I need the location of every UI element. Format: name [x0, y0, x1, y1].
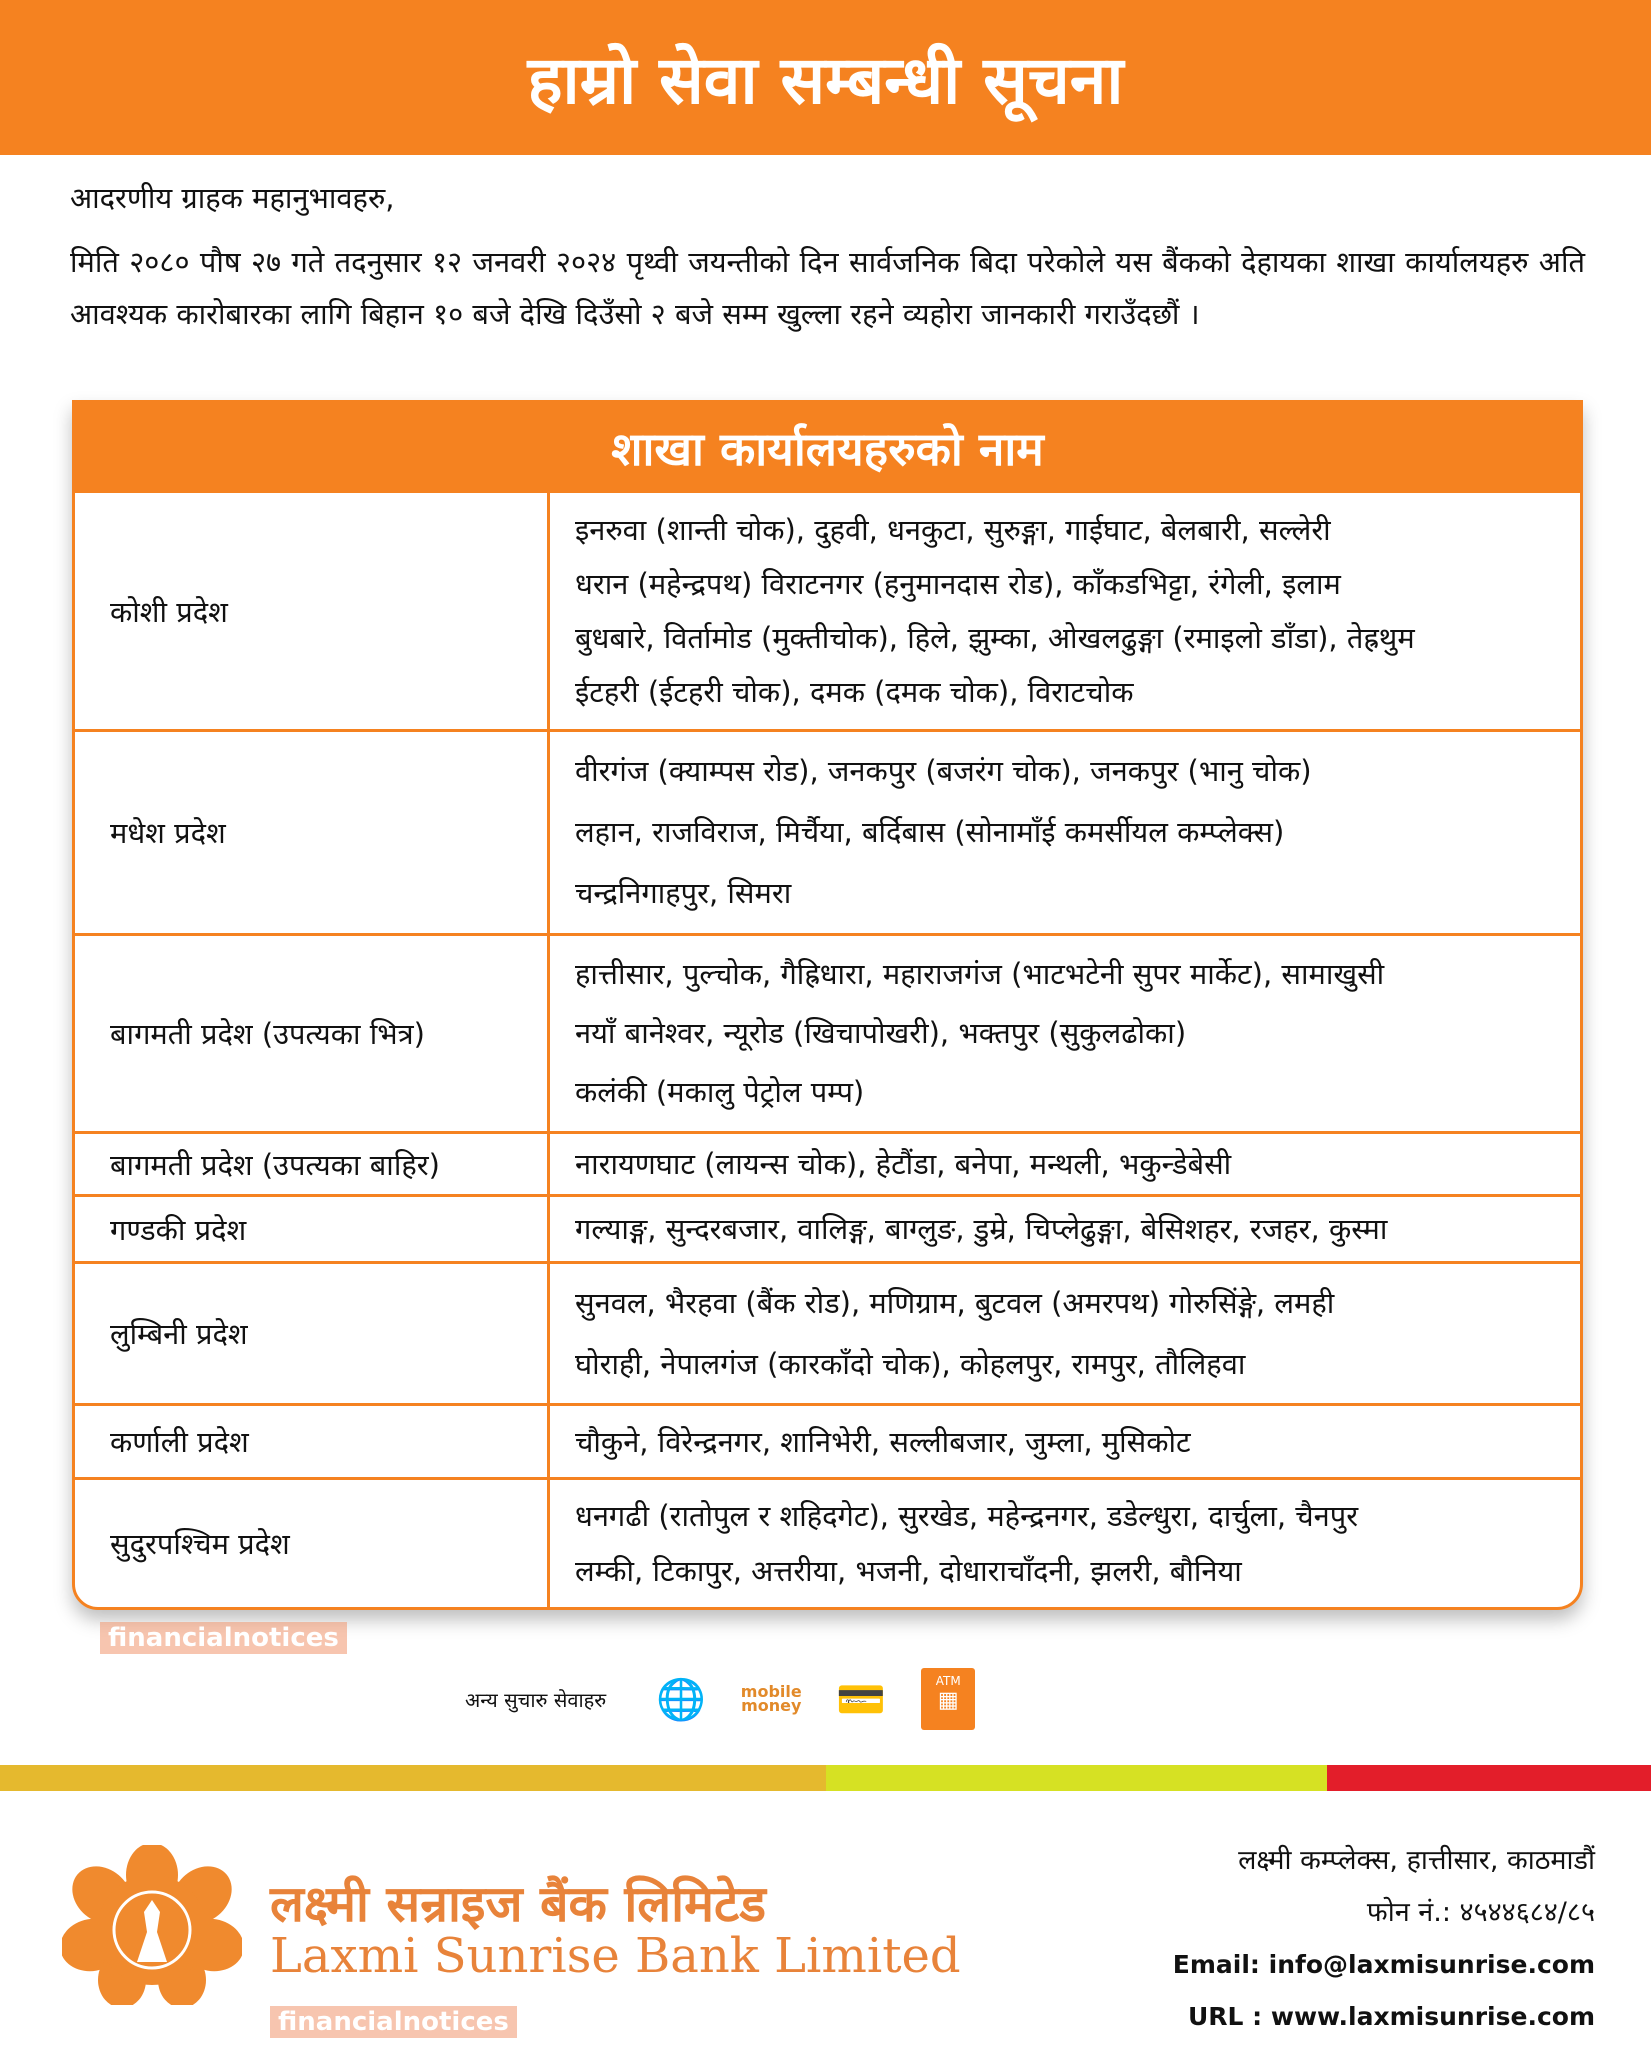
- website-link[interactable]: URL : www.laxmisunrise.com: [1187, 2002, 1595, 2031]
- branch-line: वीरगंज (क्याम्पस रोड), जनकपुर (बजरंग चोक), जनकपुर (भानु चोक): [575, 753, 1312, 788]
- bank-name-nepali: लक्ष्मी सन्राइज बैंक लिमिटेड: [270, 1875, 766, 1933]
- email-link[interactable]: Email: info@laxmisunrise.com: [1172, 1950, 1595, 1979]
- province-name: बागमती प्रदेश (उपत्यका भित्र): [75, 936, 550, 1131]
- branch-list: [550, 732, 1580, 933]
- branch-line: गल्याङ्ग, सुन्दरबजार, वालिङ्ग, बाग्लुङ, डुम्रे, चिप्लेढुङ्गा, बेसिशहर, रजहर, कुस्मा: [575, 1212, 1388, 1246]
- branch-list: [550, 1197, 1580, 1261]
- province-name: लुम्बिनी प्रदेश: [75, 1264, 550, 1403]
- branch-line: इनरुवा (शान्ती चोक), दुहवी, धनकुटा, सुरुङ्गा, गाईघाट, बेलबारी, सल्लेरी: [575, 513, 1331, 547]
- strip-yellow: [0, 1765, 826, 1791]
- mobile-text: mobile: [740, 1682, 802, 1701]
- atm-text: ATM: [935, 1674, 961, 1688]
- branch-line: हात्तीसार, पुल्चोक, गैह्रिधारा, महाराजगंज (भाटभटेनी सुपर मार्केट), सामाखुसी: [575, 956, 1385, 991]
- watermark: financialnotices: [270, 2006, 517, 2038]
- branch-line: सुनवल, भैरहवा (बैंक रोड), मणिग्राम, बुटवल (अमरपथ) गोरुसिंङ्गे, लमही: [575, 1285, 1335, 1320]
- address: लक्ष्मी कम्प्लेक्स, हात्तीसार, काठमाडौं: [1238, 1845, 1595, 1876]
- table-row: [75, 1261, 1580, 1403]
- notice-paragraph: मिति २०८० पौष २७ गते तदनुसार १२ जनवरी २०२४ पृथ्वी जयन्तीको दिन सार्वजनिक बिदा परेकोले यस बैंकको देहायका शाखा कार्यालयहरु अति आवश्यक कारोबारका लागि बिहान १० बजे देखि दिउँसो २ बजे सम्म खुल्ला रहने व्यहोरा जानकारी गराउँदछौं ।: [70, 245, 1585, 331]
- services-label: अन्य सुचारु सेवाहरु: [465, 1687, 607, 1712]
- atm-icon: ATM ▦: [921, 1668, 975, 1730]
- greeting: आदरणीय ग्राहक महानुभावहरु,: [70, 181, 395, 215]
- branch-line: धरान (महेन्द्रपथ) विराटनगर (हनुमानदास रोड), काँकडभिट्टा, रंगेली, इलाम: [575, 567, 1341, 601]
- strip-lime: [826, 1765, 1328, 1791]
- branch-line: नयाँ बानेश्वर, न्यूरोड (खिचापोखरी), भक्तपुर (सुकुलढोका): [575, 1015, 1187, 1050]
- table-row: [75, 1131, 1580, 1194]
- bank-name-english: Laxmi Sunrise Bank Limited: [270, 1928, 961, 1984]
- notice-header: [0, 0, 1651, 155]
- watermark: financialnotices: [100, 1622, 347, 1654]
- branch-line: धनगढी (रातोपुल र शहिदगेट), सुरखेड, महेन्द्रनगर, डडेल्धुरा, दार्चुला, चैनपुर: [575, 1498, 1359, 1533]
- card-payment-icon: 💳: [836, 1676, 887, 1723]
- branch-line: लहान, राजविराज, मिर्चैया, बर्दिबास (सोनामाँई कमर्सीयल कम्प्लेक्स): [575, 814, 1285, 849]
- bank-logo-icon: [62, 1845, 242, 2005]
- table-row: [75, 493, 1580, 729]
- table-body: [75, 493, 1580, 1607]
- internet-banking-icon: 🌐: [656, 1676, 707, 1723]
- branch-line: कलंकी (मकालु पेट्रोल पम्प): [575, 1075, 865, 1110]
- branch-list: [550, 493, 1580, 729]
- contact-info: [1173, 1835, 1595, 2043]
- branch-line: घोराही, नेपालगंज (कारकाँदो चोक), कोहलपुर, रामपुर, तौलिहवा: [575, 1346, 1246, 1381]
- table-row: [75, 1194, 1580, 1261]
- branch-line: नारायणघाट (लायन्स चोक), हेटौंडा, बनेपा, मन्थली, भकुन्डेबेसी: [575, 1147, 1232, 1181]
- branch-line: बुधबारे, विर्तामोड (मुक्तीचोक), हिले, झुम्का, ओखलढुङ्गा (रमाइलो डाँडा), तेह्रथुम: [575, 621, 1415, 655]
- branch-line: चौकुने, विरेन्द्रनगर, शानिभेरी, सल्लीबजार, जुम्ला, मुसिकोट: [575, 1424, 1191, 1459]
- strip-red: [1327, 1765, 1651, 1791]
- branch-table: [72, 400, 1583, 1610]
- table-row: [75, 933, 1580, 1131]
- branch-list: [550, 1134, 1580, 1194]
- color-strip: [0, 1765, 1651, 1791]
- table-row: [75, 1403, 1580, 1477]
- other-services: [465, 1668, 975, 1730]
- province-name: गण्डकी प्रदेश: [75, 1197, 550, 1261]
- branch-list: [550, 936, 1580, 1131]
- province-name: बागमती प्रदेश (उपत्यका बाहिर): [75, 1134, 550, 1194]
- branch-line: लम्की, टिकापुर, अत्तरीया, भजनी, दोधाराचाँदनी, झलरी, बौनिया: [575, 1553, 1242, 1588]
- branch-list: [550, 1406, 1580, 1477]
- table-title: शाखा कार्यालयहरुको नाम: [75, 403, 1580, 493]
- province-name: कर्णाली प्रदेश: [75, 1406, 550, 1477]
- branch-line: चन्द्रनिगाहपुर, सिमरा: [575, 876, 792, 911]
- province-name: सुदुरपश्चिम प्रदेश: [75, 1480, 550, 1607]
- branch-line: ईटहरी (ईटहरी चोक), दमक (दमक चोक), विराटचोक: [575, 675, 1134, 709]
- table-row: [75, 1477, 1580, 1607]
- branch-list: [550, 1480, 1580, 1607]
- province-name: मधेश प्रदेश: [75, 732, 550, 933]
- branch-list: [550, 1264, 1580, 1403]
- notice-title: हाम्रो सेवा सम्बन्धी सूचना: [527, 41, 1124, 119]
- phone: फोन नं.: ४५४४६८४/८५: [1366, 1897, 1595, 1928]
- mobile-money-icon: [741, 1669, 801, 1729]
- table-row: [75, 729, 1580, 933]
- province-name: कोशी प्रदेश: [75, 493, 550, 729]
- money-text: money: [741, 1696, 802, 1715]
